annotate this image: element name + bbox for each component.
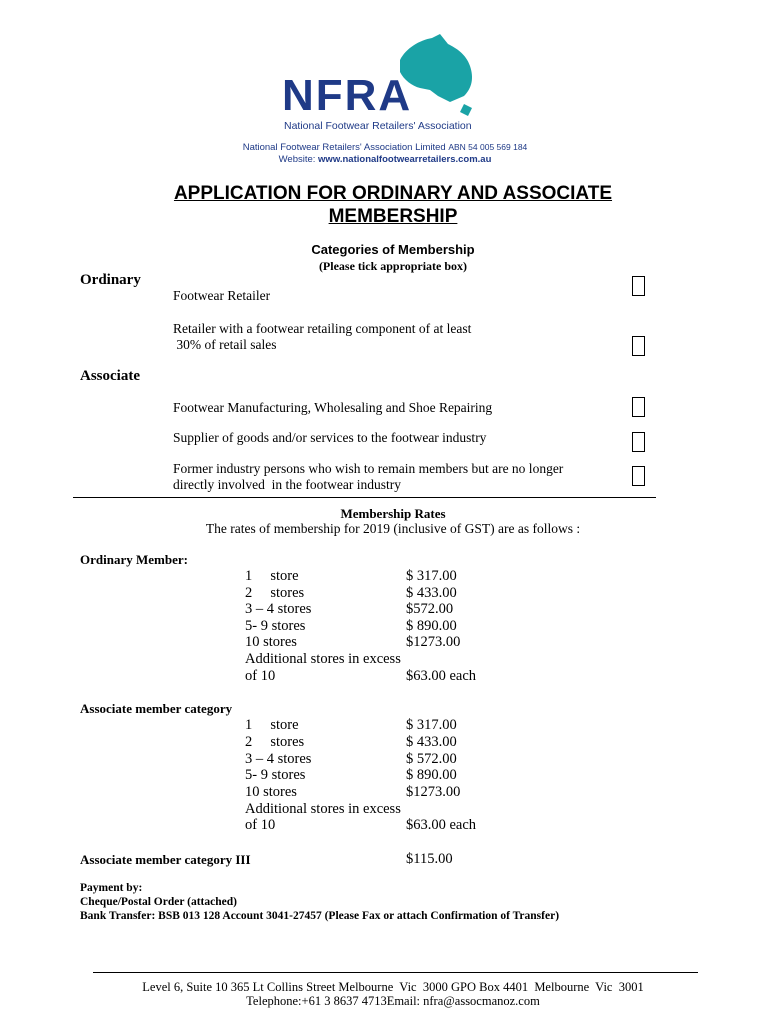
page-title xyxy=(0,182,770,228)
rates-heading: Membership Rates xyxy=(340,506,446,521)
ordinary-item-1: Footwear Retailer xyxy=(173,288,271,303)
rate-stores: 1 store xyxy=(245,568,299,584)
rate-stores: 5- 9 stores xyxy=(245,767,306,783)
ordinary-member-label: Ordinary Member: xyxy=(80,552,188,567)
categories-heading: Categories of Membership xyxy=(311,242,475,257)
associate-item-3-line1: Former industry persons who wish to remain members but are no longer xyxy=(173,461,564,476)
tickbox-former-industry[interactable] xyxy=(632,466,645,486)
logo-subtitle: National Footwear Retailers' Association xyxy=(284,120,472,132)
payment-line3: Bank Transfer: BSB 013 128 Account 3041-27457 (Please Fax or attach Confirmation of Transfer) xyxy=(80,910,560,922)
tickbox-manufacturing[interactable] xyxy=(632,397,645,417)
section-divider xyxy=(73,497,656,498)
tickbox-footwear-retailer[interactable] xyxy=(632,276,645,296)
rate-price: $ 433.00 xyxy=(406,585,457,601)
rate-stores: 1 store xyxy=(245,717,299,733)
abn: ABN 54 005 569 184 xyxy=(448,142,528,152)
payment-line2: Cheque/Postal Order (attached) xyxy=(80,896,237,908)
rate-price: $ 317.00 xyxy=(406,717,457,733)
title-line1: APPLICATION FOR ORDINARY AND ASSOCIATE xyxy=(173,183,613,204)
associate-item-1: Footwear Manufacturing, Wholesaling and Shoe Repairing xyxy=(173,400,493,415)
tickbox-retailer-30-percent[interactable] xyxy=(632,336,645,356)
associate-item-2: Supplier of goods and/or services to the footwear industry xyxy=(173,430,487,445)
title-line2: MEMBERSHIP xyxy=(328,206,458,227)
org-line xyxy=(0,142,770,153)
payment-section xyxy=(80,881,559,923)
website-line xyxy=(0,154,770,165)
ordinary-item-2-line1: Retailer with a footwear retailing component of at least xyxy=(173,321,472,336)
rates-intro: The rates of membership for 2019 (inclusive of GST) are as follows : xyxy=(205,521,581,536)
logo-text: NFRA xyxy=(282,71,413,120)
rate-additional-line1: Additional stores in excess xyxy=(245,801,401,817)
rate-additional-line2: of 10 xyxy=(245,668,276,684)
rate-stores: 10 stores xyxy=(245,784,297,800)
associate-member-label: Associate member category xyxy=(80,701,233,716)
ordinary-item-2-line2: 30% of retail sales xyxy=(173,337,277,352)
rate-stores: 3 – 4 stores xyxy=(245,751,312,767)
rate-additional-price: $63.00 each xyxy=(406,668,477,684)
rate-stores: 10 stores xyxy=(245,634,297,650)
rate-stores: 2 stores xyxy=(245,585,305,601)
associate-label: Associate xyxy=(80,368,140,384)
rate-price: $572.00 xyxy=(406,601,454,617)
rate-price: $ 890.00 xyxy=(406,618,457,634)
rate-price: $ 317.00 xyxy=(406,568,457,584)
footer-divider xyxy=(93,972,698,973)
tickbox-supplier[interactable] xyxy=(632,432,645,452)
rate-price: $ 890.00 xyxy=(406,767,457,783)
categories-instruction: (Please tick appropriate box) xyxy=(318,259,468,273)
payment-line1: Payment by: xyxy=(80,882,143,894)
rate-additional-price: $63.00 each xyxy=(406,817,477,833)
ordinary-label: Ordinary xyxy=(80,272,141,288)
rate-additional-line2: of 10 xyxy=(245,817,276,833)
rate-stores: 5- 9 stores xyxy=(245,618,306,634)
rate-price: $ 572.00 xyxy=(406,751,457,767)
associate-item-3-line2: directly involved in the footwear industry xyxy=(173,477,401,492)
category-iii-price: $115.00 xyxy=(406,851,453,867)
rate-stores: 3 – 4 stores xyxy=(245,601,312,617)
category-iii-label: Associate member category III xyxy=(80,852,251,867)
website-url[interactable]: www.nationalfootwearretailers.com.au xyxy=(318,154,492,165)
nfra-logo xyxy=(280,30,490,135)
rate-price: $1273.00 xyxy=(406,784,461,800)
rate-price: $ 433.00 xyxy=(406,734,457,750)
website-label: Website: xyxy=(278,154,316,165)
rate-stores: 2 stores xyxy=(245,734,305,750)
org-name: National Footwear Retailers' Association Limited xyxy=(242,142,446,153)
footer-address: Level 6, Suite 10 365 Lt Collins Street Melbourne Vic 3000 GPO Box 4401 Melbourne Vic 3001 xyxy=(142,980,644,994)
rate-additional-line1: Additional stores in excess xyxy=(245,651,401,667)
rate-price: $1273.00 xyxy=(406,634,461,650)
footer-contact: Telephone:+61 3 8637 4713Email: nfra@assocmanoz.com xyxy=(246,994,540,1008)
